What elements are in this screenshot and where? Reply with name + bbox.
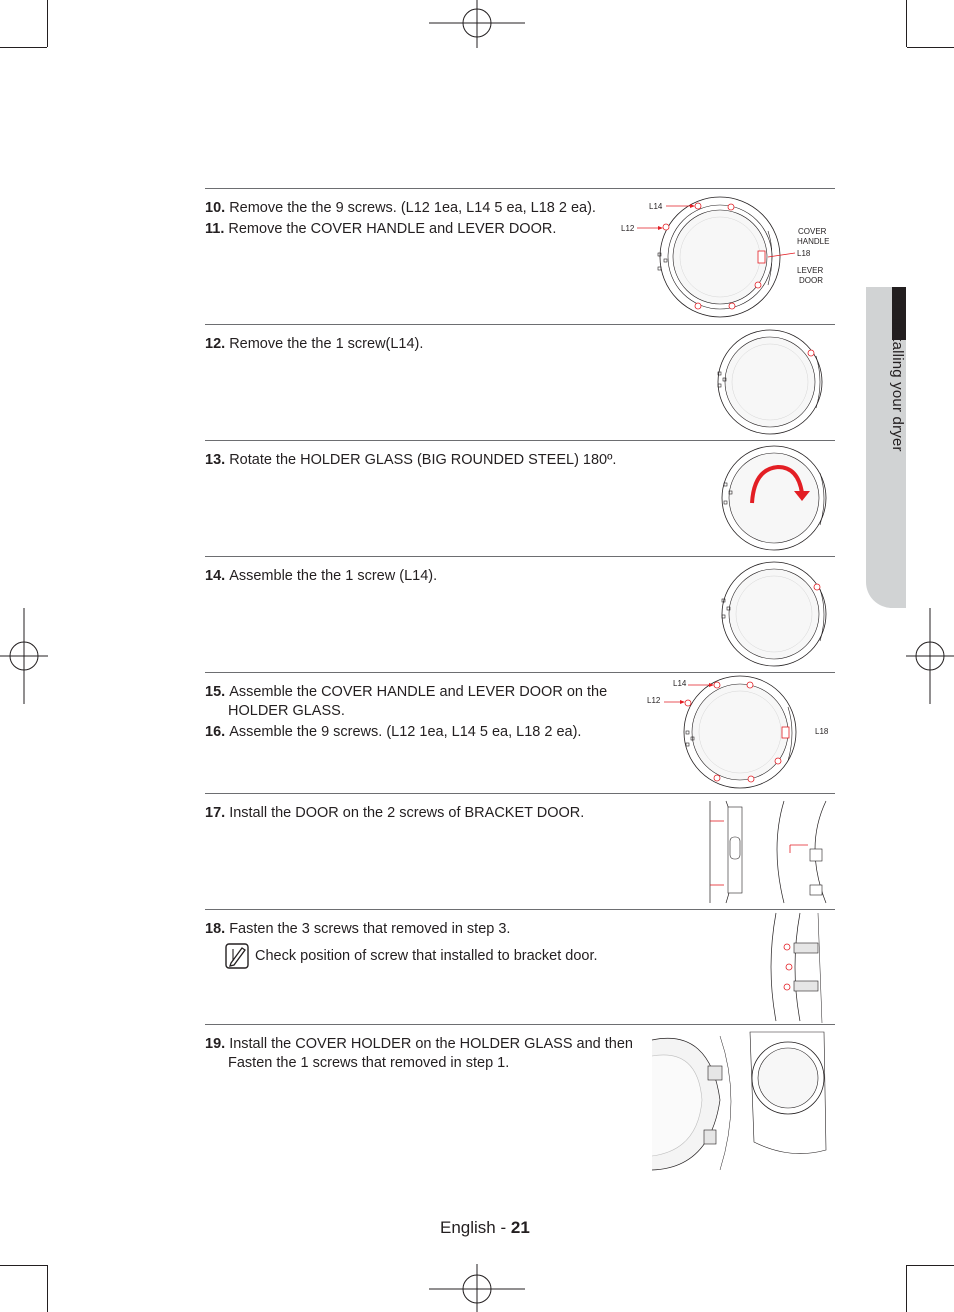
step-line — [205, 804, 635, 823]
figure-label: LEVER — [797, 266, 824, 275]
crop-mark — [907, 47, 954, 48]
figure-assemble-screw-l14 — [716, 559, 834, 669]
step-instruction: Assemble the COVER HANDLE and LEVER DOOR on the — [229, 684, 608, 700]
step-text — [205, 451, 635, 470]
step-text — [205, 567, 635, 586]
step-instruction: Install the COVER HOLDER on the HOLDER GLASS and then — [229, 1036, 633, 1052]
step-number: 12. — [205, 336, 230, 352]
step-line — [205, 220, 635, 239]
step-text — [205, 335, 635, 354]
figure-rotate-holder-glass — [716, 443, 834, 553]
figure-label: DOOR — [799, 276, 823, 285]
figure-label: L12 — [621, 224, 635, 233]
step-text — [205, 683, 635, 742]
figure-remove-screw-l14 — [712, 328, 830, 436]
step-instruction: Install the DOOR on the 2 screws of BRACKET DOOR. — [229, 805, 585, 821]
step-number: 18. — [205, 921, 230, 937]
figure-install-door-bracket — [700, 797, 834, 905]
page-number: 21 — [510, 1218, 530, 1237]
page-footer — [440, 1218, 530, 1238]
step-line — [205, 1035, 635, 1054]
step-line — [205, 451, 635, 470]
step-instruction-continued: HOLDER GLASS. — [228, 703, 345, 719]
figure-assemble-cover-handle — [644, 675, 834, 790]
figure-label: L14 — [649, 202, 663, 211]
figure-label: L18 — [797, 249, 811, 258]
step-text — [205, 920, 645, 969]
step-number: 16. — [205, 724, 230, 740]
note-text: Check position of screw that installed to bracket door. — [255, 947, 598, 964]
step-instruction: Rotate the HOLDER GLASS (BIG ROUNDED STEEL) 180º. — [229, 452, 617, 468]
figure-label: L14 — [673, 679, 687, 688]
crop-mark — [907, 1265, 954, 1266]
figure-label: L18 — [815, 727, 829, 736]
chapter-tab-label: 01 installing your dryer — [889, 296, 906, 452]
figure-label: HANDLE — [797, 237, 830, 246]
figure-label: L12 — [647, 696, 661, 705]
registration-mark — [0, 608, 48, 704]
footer-language: English - — [440, 1218, 511, 1237]
step-line — [205, 199, 635, 218]
step-text — [205, 199, 635, 239]
step-number: 11. — [205, 221, 229, 237]
step-line — [205, 567, 635, 586]
crop-mark — [0, 47, 47, 48]
step-line — [205, 723, 635, 742]
figure-label: COVER — [798, 227, 827, 236]
registration-mark — [906, 608, 954, 704]
step-instruction: Assemble the 9 screws. (L12 1ea, L14 5 ea, L18 2 ea). — [229, 724, 582, 740]
step-number: 13. — [205, 452, 230, 468]
figure-install-cover-holder — [650, 1030, 834, 1172]
step-line — [205, 683, 635, 702]
crop-mark — [906, 0, 907, 47]
figure-door-screws-removal — [618, 195, 834, 320]
step-number: 15. — [205, 684, 230, 700]
step-text — [205, 1035, 635, 1073]
step-instruction: Remove the the 1 screw(L14). — [229, 336, 424, 352]
step-line — [205, 920, 645, 939]
step-number: 14. — [205, 568, 230, 584]
step-number: 10. — [205, 200, 230, 216]
note-pencil-icon — [225, 943, 249, 969]
step-number: 19. — [205, 1036, 230, 1052]
step-instruction: Assemble the the 1 screw (L14). — [229, 568, 438, 584]
crop-mark — [47, 1265, 48, 1312]
step-line — [205, 335, 635, 354]
note — [205, 943, 645, 969]
step-instruction-continued: Fasten the 1 screws that removed in step 1. — [228, 1055, 510, 1071]
step-instruction: Fasten the 3 screws that removed in step 3. — [229, 921, 511, 937]
crop-mark — [0, 1265, 47, 1266]
step-text — [205, 804, 635, 823]
step-instruction: Remove the the 9 screws. (L12 1ea, L14 5 ea, L18 2 ea). — [229, 200, 596, 216]
registration-mark — [429, 0, 525, 48]
crop-mark — [906, 1265, 907, 1312]
figure-fasten-bracket-screws — [770, 911, 834, 1023]
step-row-18 — [205, 909, 835, 1025]
step-number: 17. — [205, 805, 230, 821]
registration-mark — [429, 1264, 525, 1312]
step-instruction: Remove the COVER HANDLE and LEVER DOOR. — [228, 221, 557, 237]
crop-mark — [47, 0, 48, 47]
